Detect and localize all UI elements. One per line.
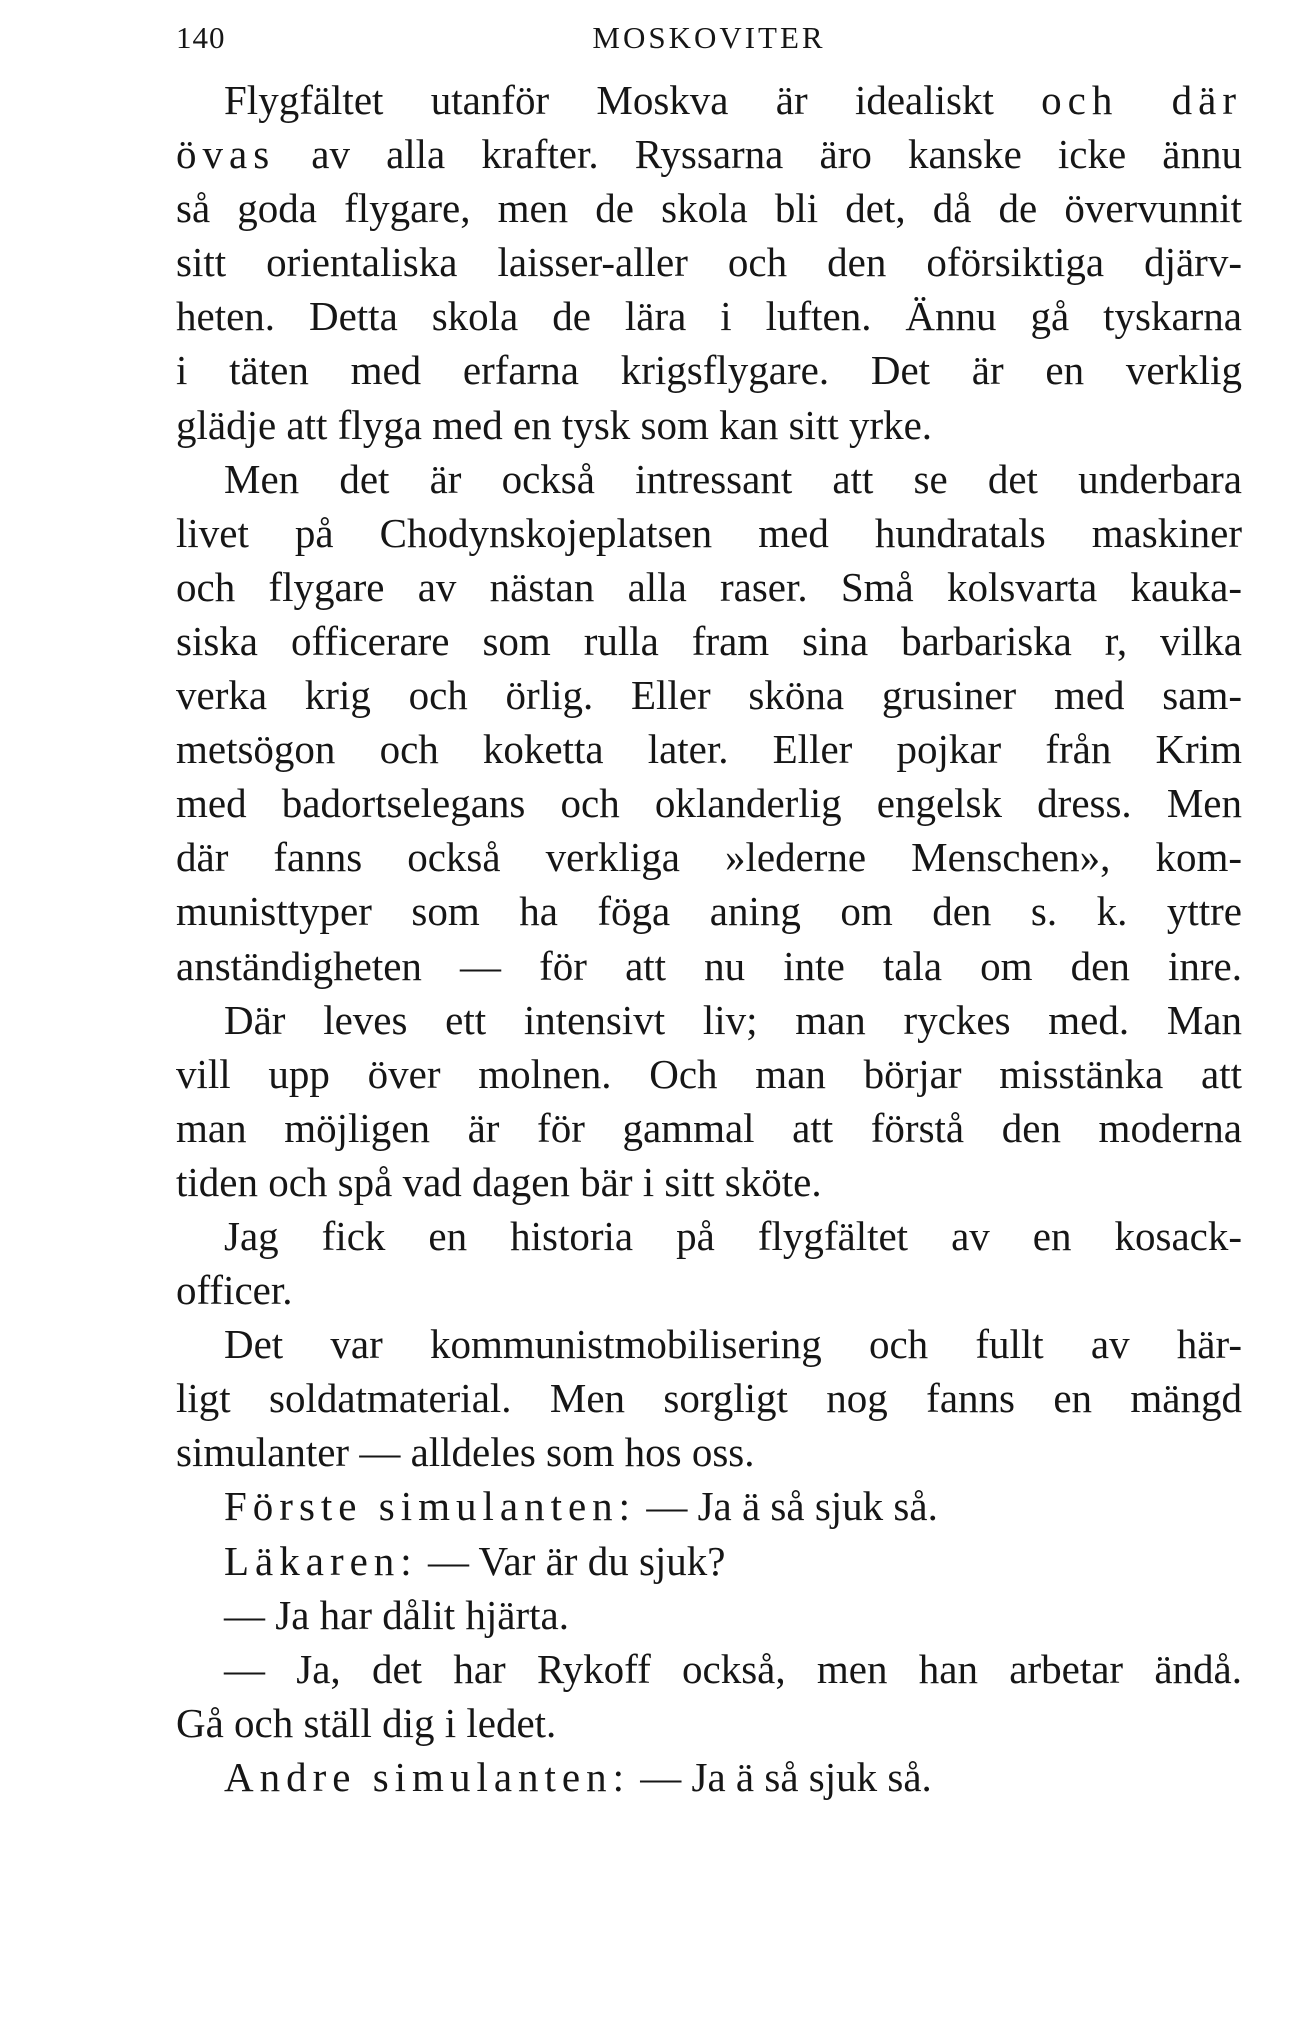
- text-line: Gå och ställ dig i ledet.: [176, 1699, 557, 1746]
- text-line: verka krig och örlig. Eller sköna grusiner med sam-: [176, 672, 1242, 719]
- text-line: sitt orientaliska laisser-aller och den oförsiktiga djärv-: [176, 239, 1242, 286]
- text-line: officer.: [176, 1267, 293, 1314]
- text-line: — Ja, det har Rykoff också, men han arbetar ändå.: [224, 1645, 1242, 1692]
- text-line: där fanns också verkliga »lederne Menschen», kom-: [176, 834, 1242, 881]
- text-line: i täten med erfarna krigsflygare. Det är en verklig: [176, 347, 1242, 394]
- text-line: Flygfältet utanför Moskva är idealiskt och där: [224, 77, 1242, 123]
- text-line: simulanter — alldeles som hos oss.: [176, 1429, 755, 1476]
- running-head: [176, 20, 1242, 60]
- text-line: siska officerare som rulla fram sina barbariska r, vilka: [176, 617, 1242, 664]
- page-number: 140: [176, 20, 226, 55]
- text-line: man möjligen är för gammal att förstå den moderna: [176, 1104, 1242, 1151]
- text-line: Men det är också intressant att se det underbara: [224, 455, 1242, 502]
- text-line: heten. Detta skola de lära i luften. Ännu gå tyskarna: [176, 293, 1242, 340]
- running-title: MOSKOVITER: [592, 20, 826, 55]
- body-text: [176, 73, 1242, 1804]
- text-line: Läkaren: — Var är du sjuk?: [224, 1537, 726, 1584]
- text-line: metsögon och koketta later. Eller pojkar från Krim: [176, 726, 1242, 773]
- text-line: livet på Chodynskojeplatsen med hundratals maskiner: [176, 509, 1242, 556]
- text-line: anständigheten — för att nu inte tala om den inre.: [176, 942, 1242, 989]
- text-line: Andre simulanten: — Ja ä så sjuk så.: [224, 1753, 932, 1800]
- text-line: glädje att flyga med en tysk som kan sitt yrke.: [176, 401, 933, 448]
- text-line: ligt soldatmaterial. Men sorgligt nog fanns en mängd: [176, 1375, 1242, 1422]
- text-line: Jag fick en historia på flygfältet av en kosack-: [224, 1212, 1242, 1259]
- text-line: övas av alla krafter. Ryssarna äro kanske icke ännu: [176, 131, 1242, 178]
- text-line: Förste simulanten: — Ja ä så sjuk så.: [224, 1483, 938, 1530]
- text-line: — Ja har dålit hjärta.: [224, 1591, 569, 1638]
- text-line: Där leves ett intensivt liv; man ryckes med. Man: [224, 996, 1242, 1043]
- text-line: med badortselegans och oklanderlig engelsk dress. Men: [176, 780, 1242, 827]
- text-line: så goda flygare, men de skola bli det, då de övervunnit: [176, 185, 1242, 232]
- text-line: vill upp över molnen. Och man börjar misstänka att: [176, 1050, 1242, 1097]
- text-line: tiden och spå vad dagen bär i sitt sköte.: [176, 1158, 822, 1205]
- text-line: Det var kommunistmobilisering och fullt av här-: [224, 1321, 1242, 1368]
- text-line: och flygare av nästan alla raser. Små kolsvarta kauka-: [176, 563, 1242, 610]
- text-line: munisttyper som ha föga aning om den s. k. yttre: [176, 888, 1242, 935]
